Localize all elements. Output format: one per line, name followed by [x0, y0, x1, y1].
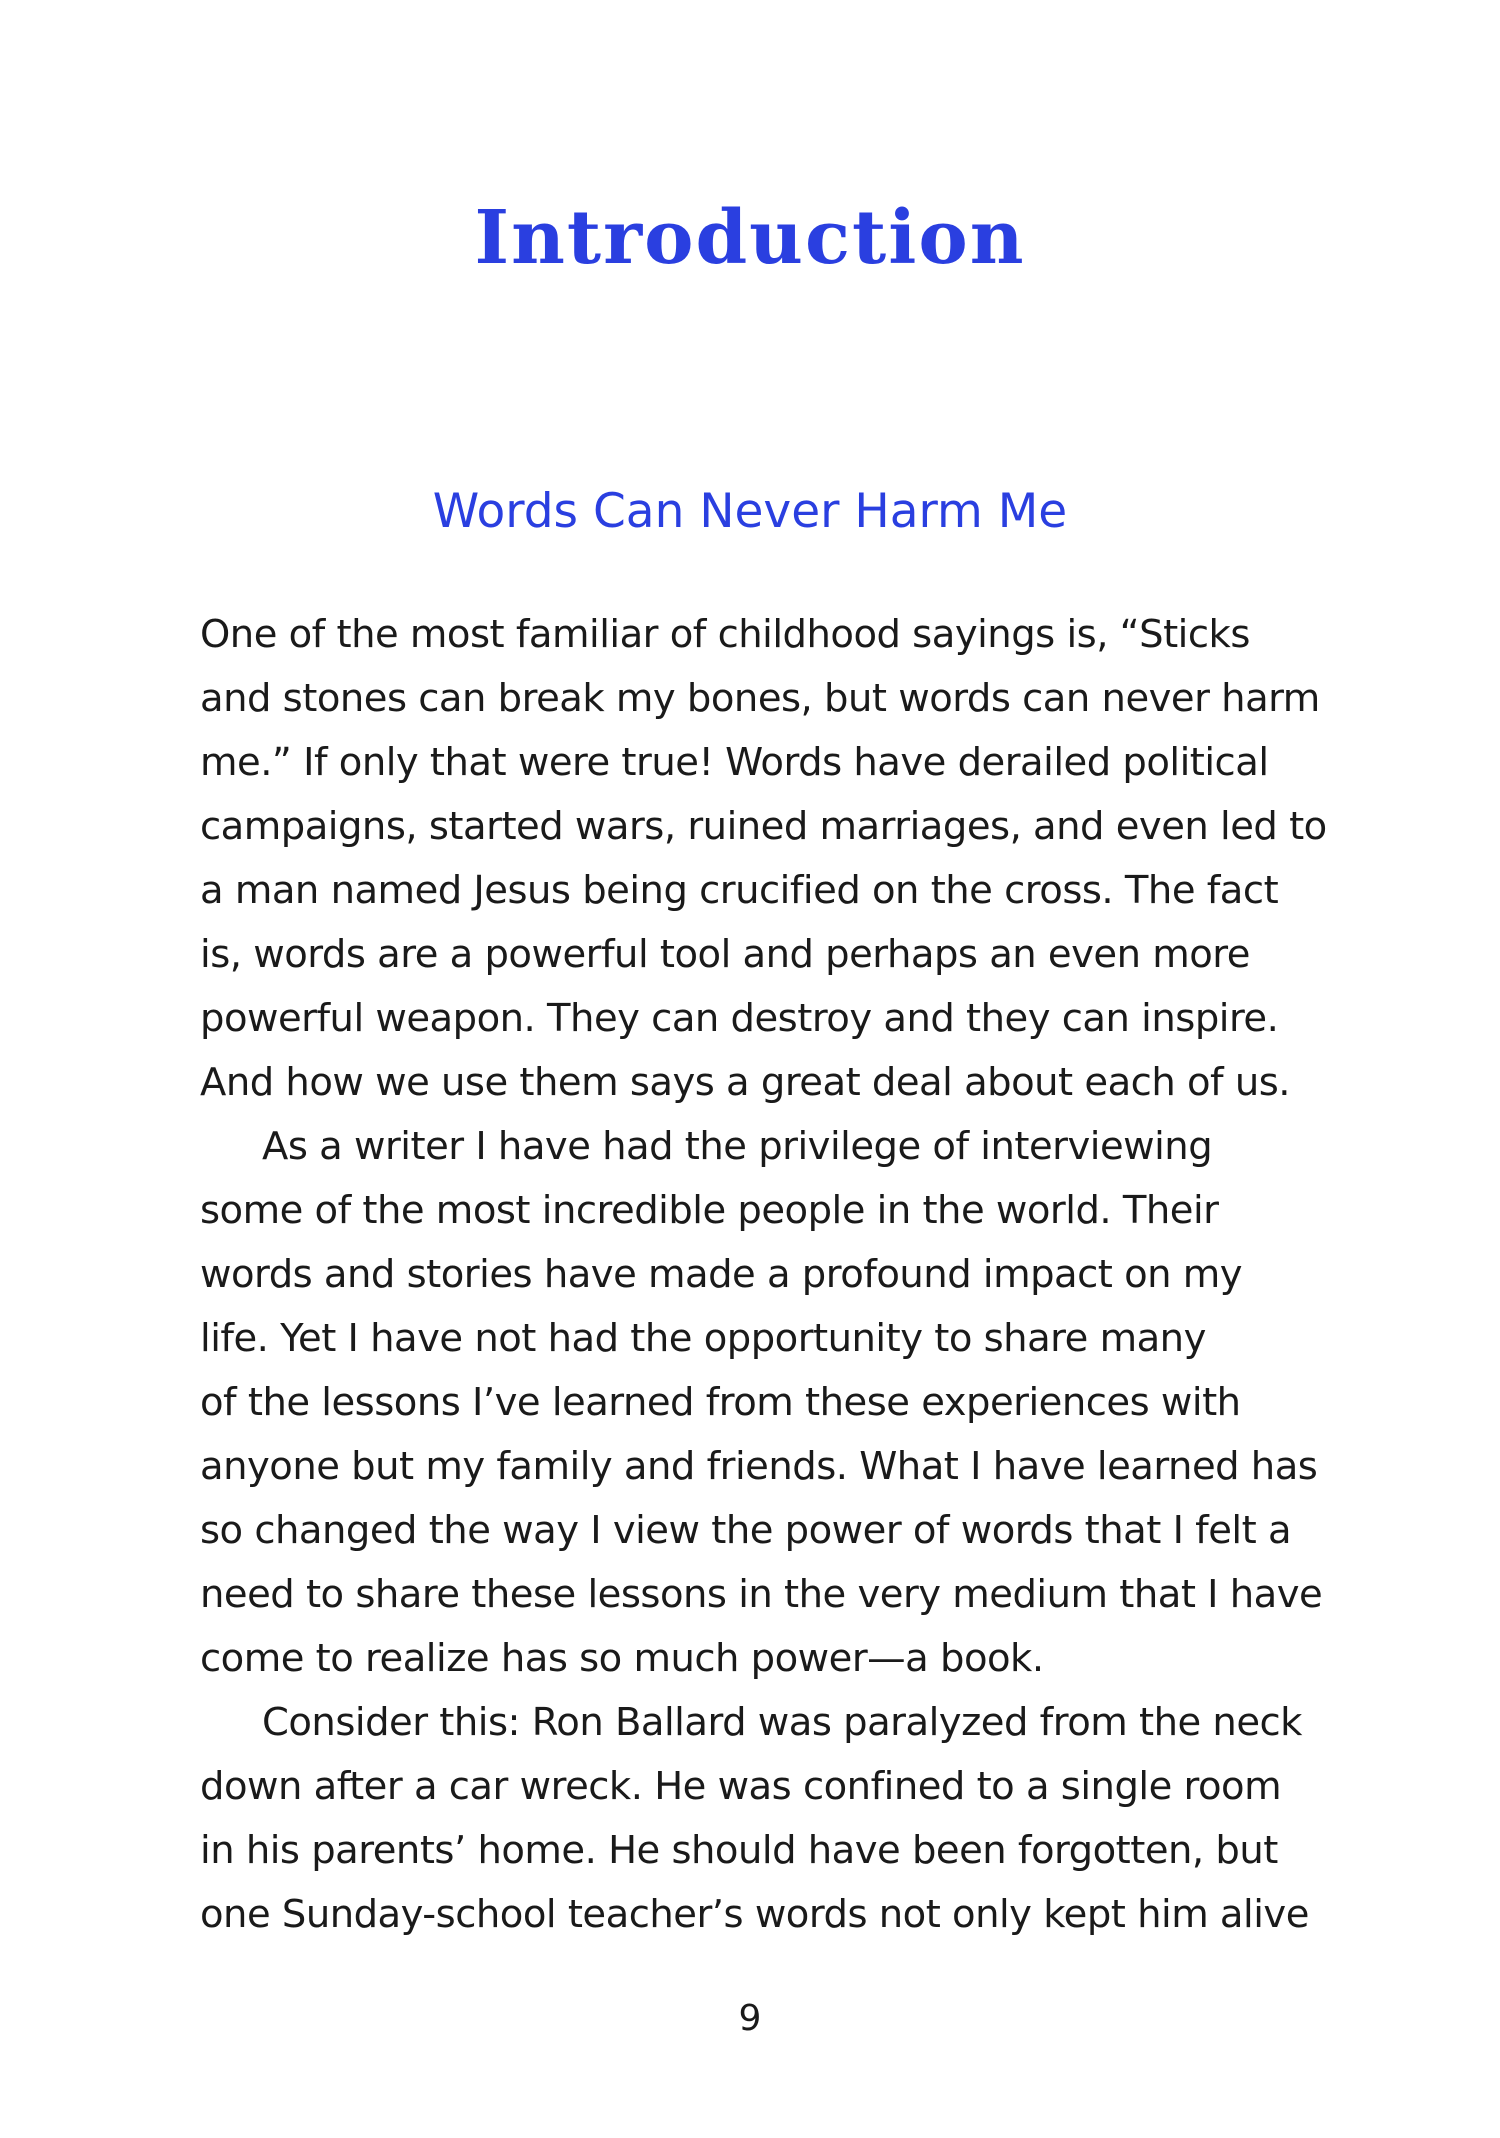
- text-line: one Sunday-school teacher’s words not only kept him alive: [200, 1892, 1309, 1937]
- text-line: and stones can break my bones, but words can never harm: [200, 676, 1320, 721]
- body-text: [200, 603, 1350, 1947]
- text-line: a man named Jesus being crucified on the cross. The fact: [200, 868, 1279, 913]
- text-line: life. Yet I have not had the opportunity to share many: [200, 1316, 1206, 1361]
- paragraph-first-line: Consider this: Ron Ballard was paralyzed from the neck: [262, 1700, 1302, 1745]
- text-line: anyone but my family and friends. What I have learned has: [200, 1444, 1318, 1489]
- text-line: of the lessons I’ve learned from these experiences with: [200, 1380, 1241, 1425]
- paragraph-first-line: As a writer I have had the privilege of interviewing: [262, 1124, 1213, 1169]
- text-line: campaigns, started wars, ruined marriages, and even led to: [200, 804, 1327, 849]
- text-line: come to realize has so much power—a book.: [200, 1636, 1044, 1681]
- text-line: some of the most incredible people in the world. Their: [200, 1188, 1219, 1233]
- section-title: Words Can Never Harm Me: [432, 484, 1068, 539]
- text-line: And how we use them says a great deal about each of us.: [200, 1060, 1291, 1105]
- text-line: me.” If only that were true! Words have derailed political: [200, 740, 1269, 785]
- page-number: 9: [738, 1998, 762, 2039]
- text-line: need to share these lessons in the very medium that I have: [200, 1572, 1323, 1617]
- text-line: in his parents’ home. He should have been forgotten, but: [200, 1828, 1278, 1873]
- text-line: One of the most familiar of childhood sayings is, “Sticks: [200, 612, 1250, 657]
- text-line: words and stories have made a profound impact on my: [200, 1252, 1243, 1297]
- text-line: so changed the way I view the power of words that I felt a: [200, 1508, 1292, 1553]
- text-line: down after a car wreck. He was confined to a single room: [200, 1764, 1282, 1809]
- text-line: powerful weapon. They can destroy and they can inspire.: [200, 996, 1279, 1041]
- text-line: is, words are a powerful tool and perhaps an even more: [200, 932, 1250, 977]
- chapter-title: Introduction: [474, 195, 1026, 281]
